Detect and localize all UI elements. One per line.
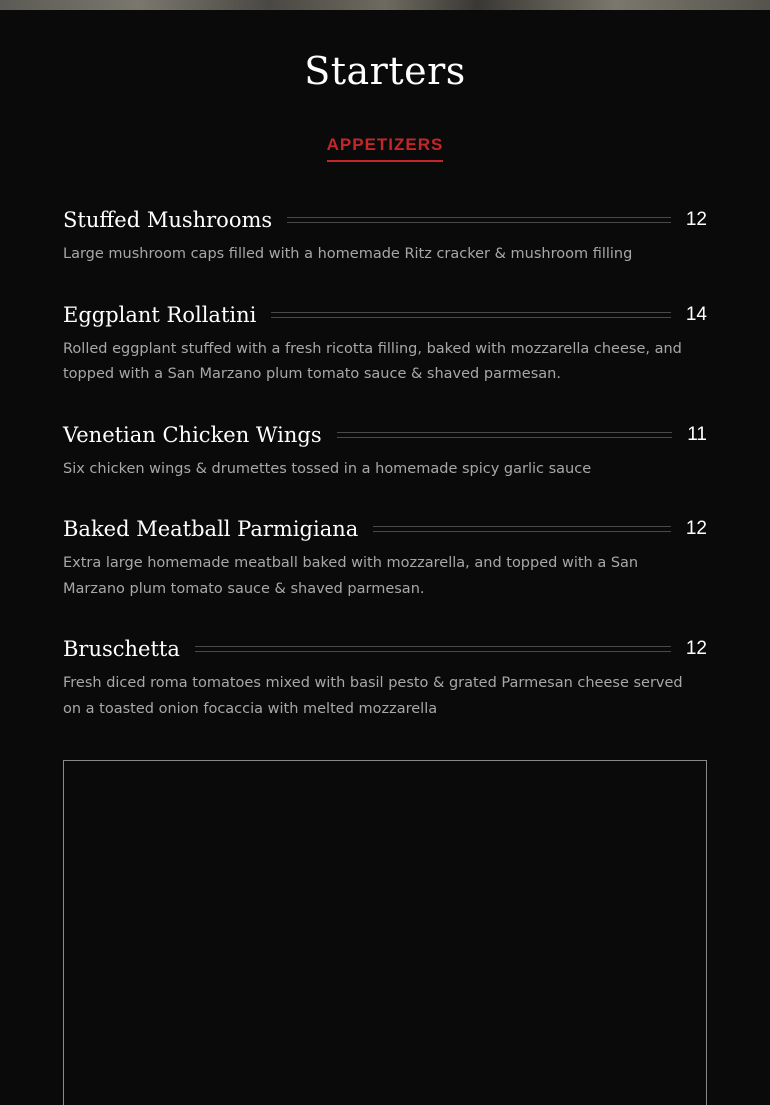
menu-item-description: Rolled eggplant stuffed with a fresh ricotta filling, baked with mozzarella cheese, and topped with a San Marzano plum tomato sauce & shaved parmesan. <box>63 340 682 382</box>
menu-item-price: 11 <box>687 423 707 445</box>
menu-item-header <box>63 204 707 236</box>
menu-item-price: 12 <box>685 638 707 659</box>
menu-item-description: Six chicken wings & drumettes tossed in a homemade spicy garlic sauce <box>63 460 592 477</box>
menu-item <box>63 633 707 722</box>
menu-item-name: Eggplant Rollatini <box>63 302 257 327</box>
menu-item-description: Large mushroom caps filled with a homemade Ritz cracker & mushroom filling <box>63 246 633 262</box>
menu-item-name: Baked Meatball Parmigiana <box>63 517 359 541</box>
menu-item-name: Bruschetta <box>63 637 180 661</box>
menu-item <box>63 513 707 602</box>
menu-item-header <box>63 419 707 451</box>
menu-item-name: Stuffed Mushrooms <box>63 208 273 232</box>
price-leader-line <box>337 432 673 438</box>
menu-item <box>63 299 707 388</box>
price-leader-line <box>373 526 671 532</box>
menu-item <box>63 204 707 268</box>
menu-item <box>63 419 707 483</box>
menu-list <box>63 204 707 753</box>
menu-item-description: Fresh diced roma tomatoes mixed with basil pesto & grated Parmesan cheese served on a toasted onion focaccia with melted mozzarella <box>63 675 683 717</box>
menu-item-name: Venetian Chicken Wings <box>63 422 322 447</box>
price-leader-line <box>195 646 671 652</box>
section-title: Starters <box>304 49 466 93</box>
menu-item-header <box>63 633 707 665</box>
category-label-appetizers: APPETIZERS <box>327 134 444 162</box>
hero-image-strip <box>0 0 770 10</box>
menu-item-price: 12 <box>685 209 707 230</box>
price-leader-line <box>271 312 671 318</box>
menu-item-price: 14 <box>685 303 707 325</box>
menu-item-description: Extra large homemade meatball baked with mozzarella, and topped with a San Marzano plum tomato sauce & shaved parmesan. <box>63 555 639 597</box>
price-leader-line <box>287 217 671 223</box>
menu-item-header <box>63 513 707 545</box>
category-header <box>0 134 770 162</box>
menu-item-price: 12 <box>685 518 707 539</box>
embedded-map-frame[interactable] <box>63 760 707 1105</box>
menu-item-header <box>63 299 707 331</box>
